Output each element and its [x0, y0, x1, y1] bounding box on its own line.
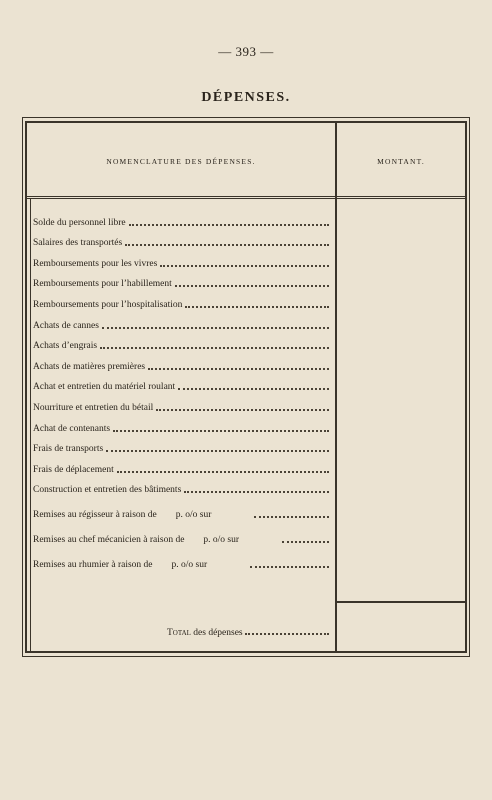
- rate-label: p. o/o sur: [175, 510, 212, 521]
- rate-label: p. o/o sur: [171, 560, 208, 571]
- expense-rows: [33, 208, 329, 571]
- column-header-nomenclature: NOMENCLATURE DES DÉPENSES.: [106, 157, 256, 166]
- total-rule: [335, 601, 465, 603]
- expense-row: [33, 332, 329, 353]
- expense-row: [33, 208, 329, 229]
- header-rule: [27, 196, 465, 199]
- expense-label: Remboursements pour les vivres: [33, 258, 158, 269]
- expense-row: [33, 352, 329, 373]
- leader-dots: [184, 491, 329, 493]
- expense-label: Salaires des transportés: [33, 238, 123, 249]
- rate-label: p. o/o sur: [203, 535, 240, 546]
- page-heading: DÉPENSES.: [201, 90, 291, 105]
- expense-row: [33, 249, 329, 270]
- leader-dots: [254, 516, 329, 518]
- leader-dots: [148, 368, 329, 370]
- page-number: — 393 —: [218, 44, 274, 59]
- expense-label: Remises au régisseur à raison de: [33, 510, 157, 521]
- expense-row: [33, 414, 329, 435]
- total-prefix: Total: [167, 628, 191, 638]
- leader-dots: [175, 285, 329, 287]
- expense-label: Remboursements pour l’habillement: [33, 279, 172, 290]
- expense-row: [33, 311, 329, 332]
- leader-dots: [282, 541, 329, 543]
- column-divider: [335, 123, 337, 651]
- expense-row: [33, 435, 329, 456]
- expense-row: [33, 270, 329, 291]
- expense-label: Remises au rhumier à raison de: [33, 560, 153, 571]
- expense-label: Solde du personnel libre: [33, 217, 126, 228]
- expense-row: [33, 393, 329, 414]
- leader-dots: [245, 633, 329, 635]
- leader-dots: [100, 347, 329, 349]
- expense-label: Achats de matières premières: [33, 361, 146, 372]
- total-suffix: des dépenses: [190, 628, 243, 638]
- leader-dots: [125, 244, 329, 246]
- left-margin-rule: [27, 198, 31, 651]
- leader-dots: [185, 306, 329, 308]
- expense-label: Achats de cannes: [33, 320, 99, 331]
- expense-row: [33, 496, 329, 521]
- expense-row: [33, 546, 329, 571]
- total-label: [167, 628, 243, 638]
- expense-row: [33, 290, 329, 311]
- leader-dots: [250, 566, 329, 568]
- table-inner-border: [25, 121, 467, 653]
- expense-row: [33, 455, 329, 476]
- expense-label: Nourriture et entretien du bétail: [33, 402, 154, 413]
- expense-label: Remises au chef mécanicien à raison de: [33, 535, 185, 546]
- leader-dots: [156, 409, 329, 411]
- total-row: [167, 628, 329, 638]
- expense-row: [33, 373, 329, 394]
- expense-label: Construction et entretien des bâtiments: [33, 485, 182, 496]
- leader-dots: [117, 471, 329, 473]
- expense-label: Remboursements pour l’hospitalisation: [33, 299, 183, 310]
- expenses-table: [22, 117, 470, 657]
- expense-label: Achat et entretien du matériel roulant: [33, 382, 176, 393]
- expense-row: [33, 521, 329, 546]
- expense-label: Frais de transports: [33, 444, 104, 455]
- expense-label: Frais de déplacement: [33, 464, 114, 475]
- leader-dots: [178, 388, 329, 390]
- leader-dots: [113, 430, 329, 432]
- leader-dots: [129, 224, 329, 226]
- expense-row: [33, 229, 329, 250]
- leader-dots: [102, 327, 329, 329]
- expense-row: [33, 476, 329, 497]
- expense-label: Achat de contenants: [33, 423, 111, 434]
- expense-label: Achats d’engrais: [33, 341, 98, 352]
- leader-dots: [106, 450, 329, 452]
- leader-dots: [160, 265, 329, 267]
- column-header-montant: MONTANT.: [377, 157, 425, 166]
